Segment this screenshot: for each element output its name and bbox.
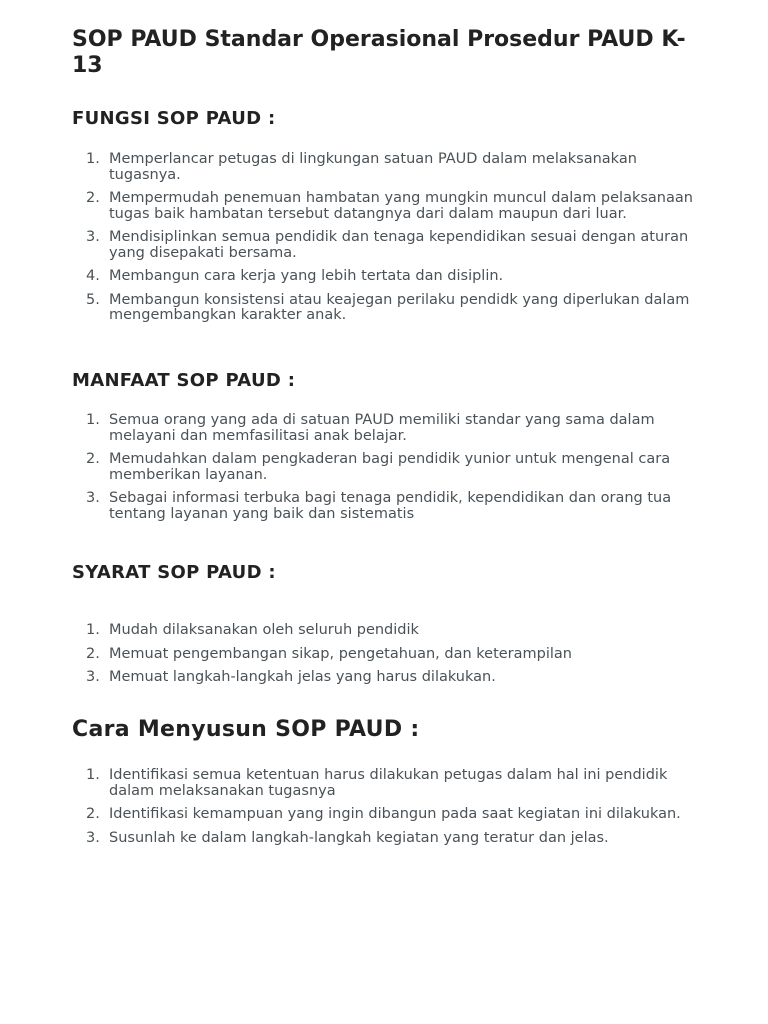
list-item <box>72 768 702 799</box>
list-item-number: 3. <box>86 829 100 846</box>
list-item <box>72 623 702 639</box>
list-item <box>72 413 702 444</box>
list-item-text: Identifikasi kemampuan yang ingin dibangun pada saat kegiatan ini dilakukan. <box>109 806 681 822</box>
section-heading-syarat: SYARAT SOP PAUD : <box>72 562 276 583</box>
list-item-number: 2. <box>86 645 100 662</box>
list-item-number: 4. <box>86 268 100 284</box>
list-item-number: 3. <box>86 229 100 245</box>
list-item <box>72 452 702 483</box>
section-heading-manfaat: MANFAAT SOP PAUD : <box>72 370 296 391</box>
section-heading-cara-menyusun: Cara Menyusun SOP PAUD : <box>72 717 420 742</box>
list-item <box>72 807 702 823</box>
list-item <box>72 647 702 663</box>
list-item-number: 1. <box>86 767 100 783</box>
list-item-text: Susunlah ke dalam langkah-langkah kegiatan yang teratur dan jelas. <box>109 829 609 846</box>
list-item-text: Membangun konsistensi atau keajegan perilaku pendidk yang diperlukan dalam mengembangkan karakter anak. <box>109 291 690 323</box>
list-item <box>72 831 702 847</box>
list-item <box>72 230 702 261</box>
list-manfaat <box>72 413 702 530</box>
list-item-text: Memperlancar petugas di lingkungan satuan PAUD dalam melaksanakan tugasnya. <box>109 151 637 183</box>
list-item <box>72 152 702 183</box>
list-item-number: 3. <box>86 490 100 506</box>
list-item <box>72 670 702 686</box>
list-item-text: Identifikasi semua ketentuan harus dilakukan petugas dalam hal ini pendidik dalam melaksanakan tugasnya <box>109 767 668 799</box>
list-item-text: Mudah dilaksanakan oleh seluruh pendidik <box>109 622 419 638</box>
list-item-number: 1. <box>86 151 100 167</box>
list-item <box>72 191 702 222</box>
list-item-number: 2. <box>86 190 100 206</box>
list-fungsi <box>72 152 702 332</box>
list-cara-menyusun <box>72 768 702 854</box>
list-item-number: 2. <box>86 451 100 467</box>
list-item-text: Sebagai informasi terbuka bagi tenaga pendidik, kependidikan dan orang tua tentang layanan yang baik dan sistematis <box>109 490 672 522</box>
list-item-text: Memuat langkah-langkah jelas yang harus dilakukan. <box>109 669 496 685</box>
page-title: SOP PAUD Standar Operasional Prosedur PAUD K-13 <box>72 27 686 78</box>
list-item-text: Semua orang yang ada di satuan PAUD memiliki standar yang sama dalam melayani dan memfasilitasi anak belajar. <box>109 412 655 444</box>
list-item-text: Memuat pengembangan sikap, pengetahuan, dan keterampilan <box>109 645 572 662</box>
list-item-number: 3. <box>86 669 100 685</box>
list-item <box>72 293 702 324</box>
section-heading-fungsi: FUNGSI SOP PAUD : <box>72 108 276 129</box>
list-syarat <box>72 623 702 694</box>
list-item-number: 2. <box>86 806 100 822</box>
list-item <box>72 269 702 285</box>
list-item-text: Mendisiplinkan semua pendidik dan tenaga kependidikan sesuai dengan aturan yang disepakati bersama. <box>109 229 689 261</box>
list-item <box>72 491 702 522</box>
list-item-text: Memudahkan dalam pengkaderan bagi pendidik yunior untuk mengenal cara memberikan layanan. <box>109 451 671 483</box>
list-item-text: Membangun cara kerja yang lebih tertata dan disiplin. <box>109 268 504 284</box>
list-item-number: 5. <box>86 291 100 308</box>
list-item-number: 1. <box>86 412 100 428</box>
list-item-number: 1. <box>86 622 100 638</box>
list-item-text: Mempermudah penemuan hambatan yang mungkin muncul dalam pelaksanaan tugas baik hambatan tersebut datangnya dari dalam maupun dari luar. <box>109 190 693 222</box>
